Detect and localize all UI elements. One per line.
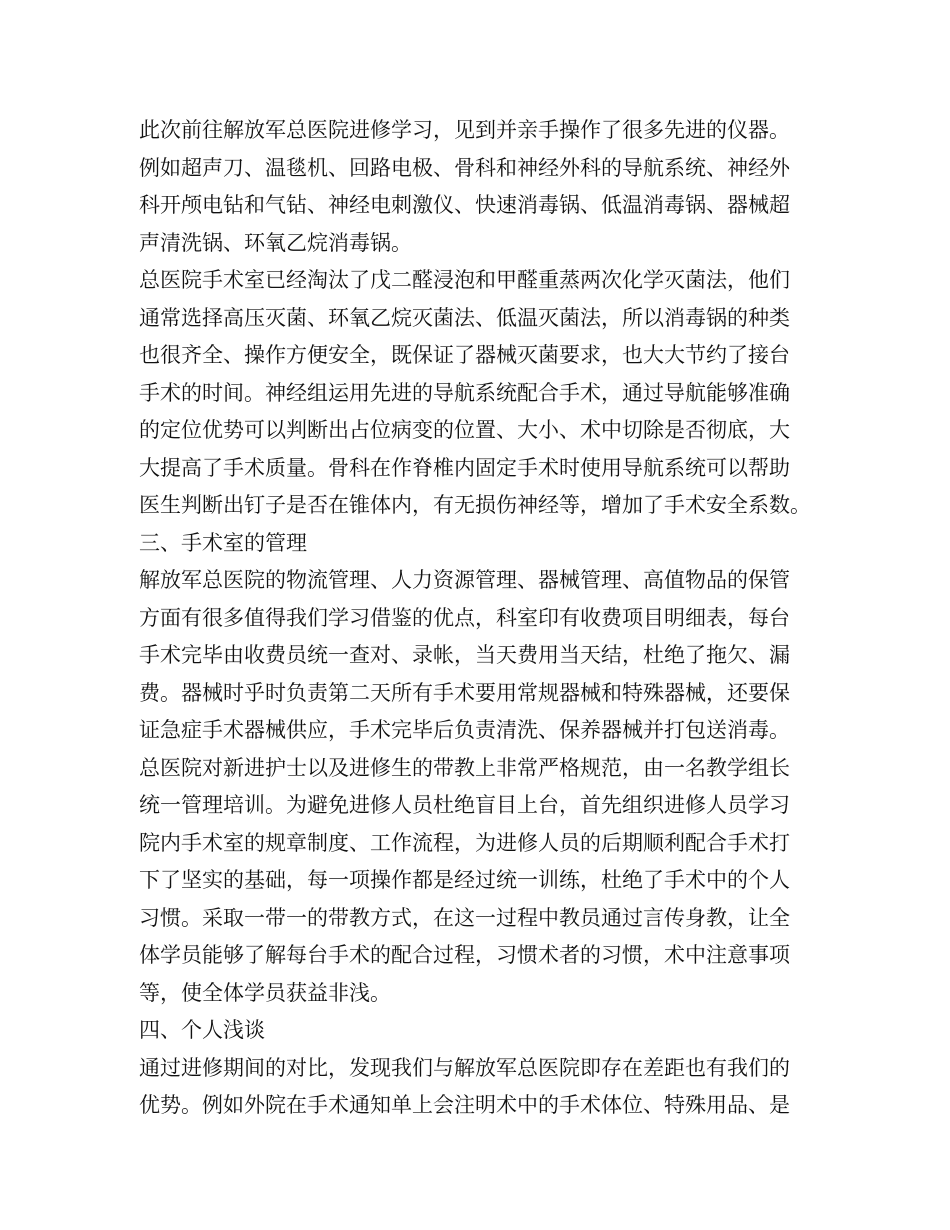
text-line: 科开颅电钻和气钻、神经电刺激仪、快速消毒锅、低温消毒锅、器械超: [139, 193, 790, 217]
text-line: 费。器械时乎时负责第二天所有手术要用常规器械和特殊器械，还要保: [139, 680, 790, 705]
text-line: 通过进修期间的对比，发现我们与解放军总医院即存在差距也有我们的: [139, 1055, 790, 1080]
text-line: 优势。例如外院在手术通知单上会注明术中的手术体位、特殊用品、是: [139, 1093, 790, 1117]
text-line: 大提高了手术质量。骨科在作脊椎内固定手术时使用导航系统可以帮助: [139, 455, 790, 480]
text-line: 此次前往解放军总医院进修学习，见到并亲手操作了很多先进的仪器。: [139, 118, 790, 142]
text-line: 解放军总医院的物流管理、人力资源管理、器械管理、高值物品的保管: [139, 568, 790, 592]
section-heading: 三、手术室的管理: [139, 530, 307, 555]
text-line: 院内手术室的规章制度、工作流程，为进修人员的后期顺利配合手术打: [139, 830, 790, 855]
text-line: 手术的时间。神经组运用先进的导航系统配合手术，通过导航能够准确: [139, 380, 790, 405]
text-line: 体学员能够了解每台手术的配合过程，习惯术者的习惯，术中注意事项: [139, 943, 790, 967]
text-line: 证急症手术器械供应，手术完毕后负责清洗、保养器械并打包送消毒。: [139, 718, 790, 742]
text-line: 的定位优势可以判断出占位病变的位置、大小、术中切除是否彻底，大: [139, 418, 790, 442]
text-line: 医生判断出钉子是否在锥体内，有无损伤神经等，增加了手术安全系数。: [139, 493, 811, 517]
text-line: 也很齐全、操作方便安全，既保证了器械灭菌要求，也大大节约了接台: [139, 343, 790, 367]
text-line: 方面有很多值得我们学习借鉴的优点，科室印有收费项目明细表，每台: [139, 605, 790, 630]
text-line: 总医院手术室已经淘汰了戊二醛浸泡和甲醛重蒸两次化学灭菌法，他们: [139, 268, 790, 292]
text-line: 总医院对新进护士以及进修生的带教上非常严格规范，由一名教学组长: [139, 755, 790, 780]
text-line: 声清洗锅、环氧乙烷消毒锅。: [139, 230, 412, 255]
text-line: 手术完毕由收费员统一查对、录帐，当天费用当天结，杜绝了拖欠、漏: [139, 643, 790, 667]
text-line: 下了坚实的基础，每一项操作都是经过统一训练，杜绝了手术中的个人: [139, 868, 790, 892]
text-line: 统一管理培训。为避免进修人员杜绝盲目上台，首先组织进修人员学习: [139, 793, 790, 817]
document-body: [139, 112, 839, 1125]
text-line: 等，使全体学员获益非浅。: [139, 980, 391, 1005]
text-line: 例如超声刀、温毯机、回路电极、骨科和神经外科的导航系统、神经外: [139, 155, 790, 180]
text-line: 习惯。采取一带一的带教方式，在这一过程中教员通过言传身教，让全: [139, 905, 790, 930]
text-line: 通常选择高压灭菌、环氧乙烷灭菌法、低温灭菌法，所以消毒锅的种类: [139, 305, 790, 330]
section-heading: 四、个人浅谈: [139, 1018, 265, 1042]
